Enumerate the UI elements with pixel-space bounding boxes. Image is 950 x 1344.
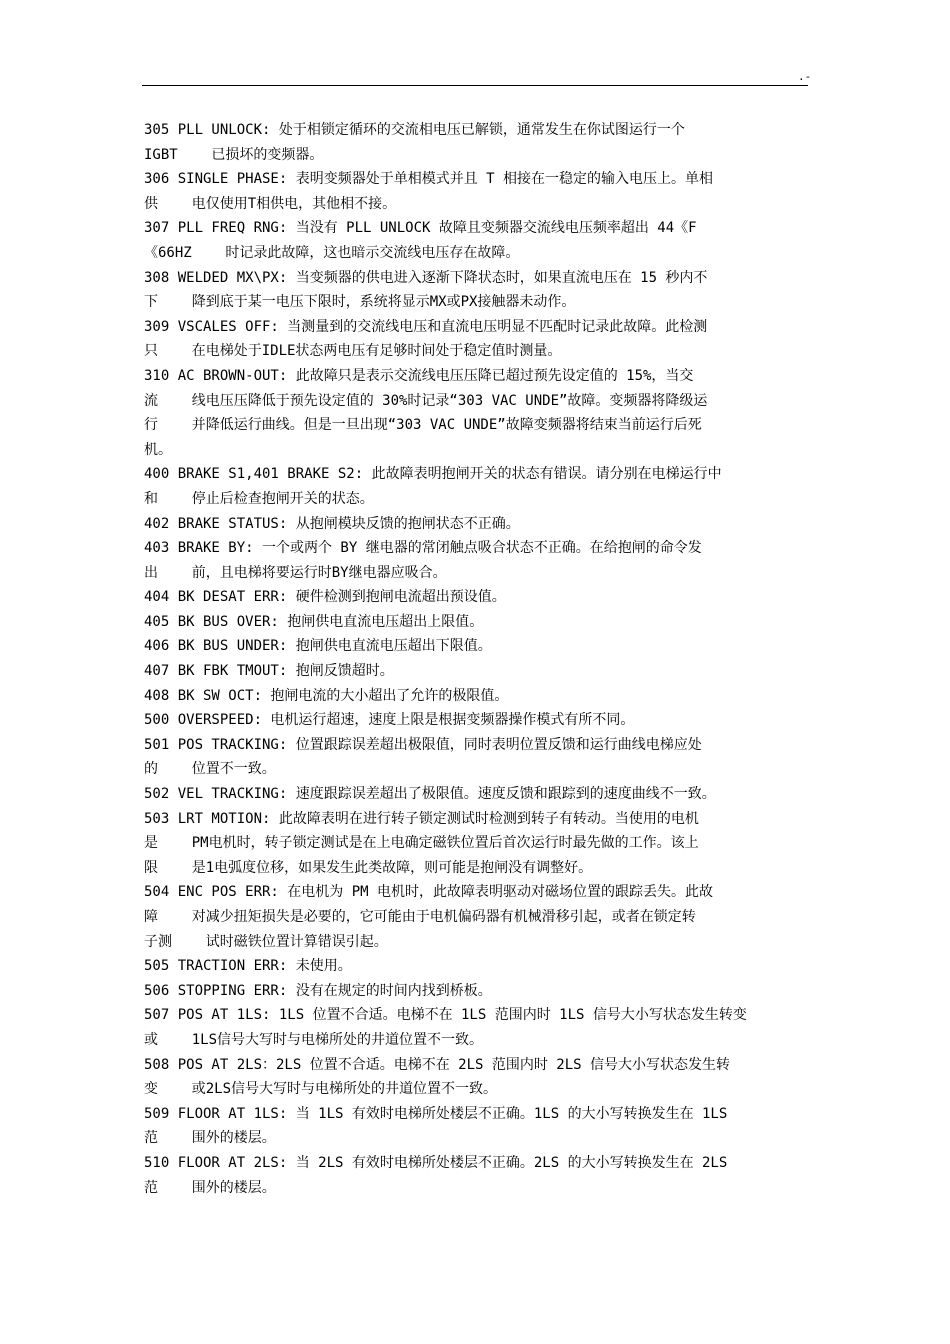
text-line: 408 BK SW OCT: 抱闸电流的大小超出了允许的极限值。: [144, 687, 509, 704]
text-line: 机。: [144, 441, 172, 458]
text-line: 402 BRAKE STATUS: 从抱闸模块反馈的抱闸状态不正确。: [144, 515, 520, 532]
text-line: 501 POS TRACKING: 位置跟踪误差超出极限值，同时表明位置反馈和运行曲线电梯应处: [144, 736, 702, 753]
text-line: 503 LRT MOTION: 此故障表明在进行转子锁定测试时检测到转子有转动。当使用的电机: [144, 810, 699, 827]
text-line: 306 SINGLE PHASE: 表明变频器处于单相模式并且 T 相接在一稳定的输入电压上。单相: [144, 171, 714, 188]
text-line: 是 PM电机时，转子锁定测试是在上电确定磁铁位置后首次运行时最先做的工作。该上: [144, 835, 699, 852]
text-line: 限 是1电弧度位移，如果发生此类故障，则可能是抱闸没有调整好。: [144, 859, 593, 876]
text-line: 305 PLL UNLOCK: 处于相锁定循环的交流相电压已解锁，通常发生在你试图运行一个: [144, 122, 685, 138]
header-mark: .-: [798, 70, 812, 83]
text-line: 或 1LS信号大写时与电梯所处的井道位置不一致。: [144, 1031, 483, 1048]
text-line: 403 BRAKE BY: 一个或两个 BY 继电器的常闭触点吸合状态不正确。在给抱闸的命令发: [144, 540, 702, 557]
text-line: 行 并降低运行曲线。但是一旦出现“303 VAC UNDE”故障变频器将结束当前运行后死: [144, 417, 702, 434]
text-line: 500 OVERSPEED: 电机运行超速，速度上限是根据变频器操作模式有所不同。: [144, 712, 635, 729]
text-line: 406 BK BUS UNDER: 抱闸供电直流电压超出下限值。: [144, 638, 492, 655]
text-line: 510 FLOOR AT 2LS: 当 2LS 有效时电梯所处楼层不正确。2LS 的大小写转换发生在 2LS: [144, 1154, 728, 1171]
text-line: 404 BK DESAT ERR: 硬件检测到抱闸电流超出预设值。: [144, 589, 506, 606]
text-line: 供 电仅使用T相供电，其他相不接。: [144, 195, 397, 212]
header-rule: [142, 85, 808, 86]
text-line: 障 对减少扭矩损失是必要的，它可能由于电机偏码器有机械滑移引起，或者在锁定转: [144, 909, 696, 925]
text-line: 504 ENC POS ERR: 在电机为 PM 电机时，此故障表明驱动对磁场位置的跟踪丢失。此故: [144, 884, 714, 901]
text-line: 范 围外的楼层。: [144, 1179, 276, 1196]
text-line: 范 围外的楼层。: [144, 1130, 276, 1147]
text-line: 307 PLL FREQ RNG: 当没有 PLL UNLOCK 故障且变频器交流线电压频率超出 44《F: [144, 220, 697, 237]
text-line: IGBT 已损坏的变频器。: [144, 146, 324, 163]
text-line: 变 或2LS信号大写时与电梯所处的井道位置不一致。: [144, 1081, 497, 1098]
text-line: 的 位置不一致。: [144, 761, 276, 778]
text-line: 309 VSCALES OFF: 当测量到的交流线电压和直流电压明显不匹配时记录此故障。此检测: [144, 318, 708, 335]
text-line: 506 STOPPING ERR: 没有在规定的时间内找到桥板。: [144, 982, 492, 999]
text-line: 407 BK FBK TMOUT: 抱闸反馈超时。: [144, 663, 394, 680]
text-line: 310 AC BROWN-OUT: 此故障只是表示交流线电压压降已超过预先设定值的 15%，当交: [144, 367, 694, 384]
text-line: 只 在电梯处于IDLE状态两电压有足够时间处于稳定值时测量。: [144, 343, 562, 360]
text-line: 308 WELDED MX\PX: 当变频器的供电进入逐渐下降状态时，如果直流电压在 15 秒内不: [144, 269, 708, 286]
fault-code-list: [144, 118, 808, 1200]
text-line: 505 TRACTION ERR: 未使用。: [144, 958, 352, 975]
text-line: 流 线电压压降低于预先设定值的 30%时记录“303 VAC UNDE”故障。变频器将降级运: [144, 392, 708, 409]
text-line: 400 BRAKE S1,401 BRAKE S2: 此故障表明抱闸开关的状态有错误。请分别在电梯运行中: [144, 466, 722, 483]
text-line: 508 POS AT 2LS：2LS 位置不合适。电梯不在 2LS 范围内时 2LS 信号大小写状态发生转: [144, 1056, 731, 1073]
text-line: 509 FLOOR AT 1LS: 当 1LS 有效时电梯所处楼层不正确。1LS 的大小写转换发生在 1LS: [144, 1105, 728, 1122]
text-line: 出 前，且电梯将要运行时BY继电器应吸合。: [144, 564, 447, 581]
text-line: 和 停止后检查抱闸开关的状态。: [144, 490, 374, 507]
text-line: 507 POS AT 1LS: 1LS 位置不合适。电梯不在 1LS 范围内时 1LS 信号大小写状态发生转变: [144, 1007, 747, 1024]
text-line: 《66HZ 时记录此故障，这也暗示交流线电压存在故障。: [144, 244, 520, 261]
text-line: 502 VEL TRACKING: 速度跟踪误差超出了极限值。速度反馈和跟踪到的速度曲线不一致。: [144, 786, 716, 803]
text-line: 下 降到底于某一电压下限时，系统将显示MX或PX接触器未动作。: [144, 294, 576, 311]
text-line: 405 BK BUS OVER: 抱闸供电直流电压超出上限值。: [144, 613, 484, 630]
text-line: 子测 试时磁铁位置计算错误引起。: [144, 933, 388, 950]
